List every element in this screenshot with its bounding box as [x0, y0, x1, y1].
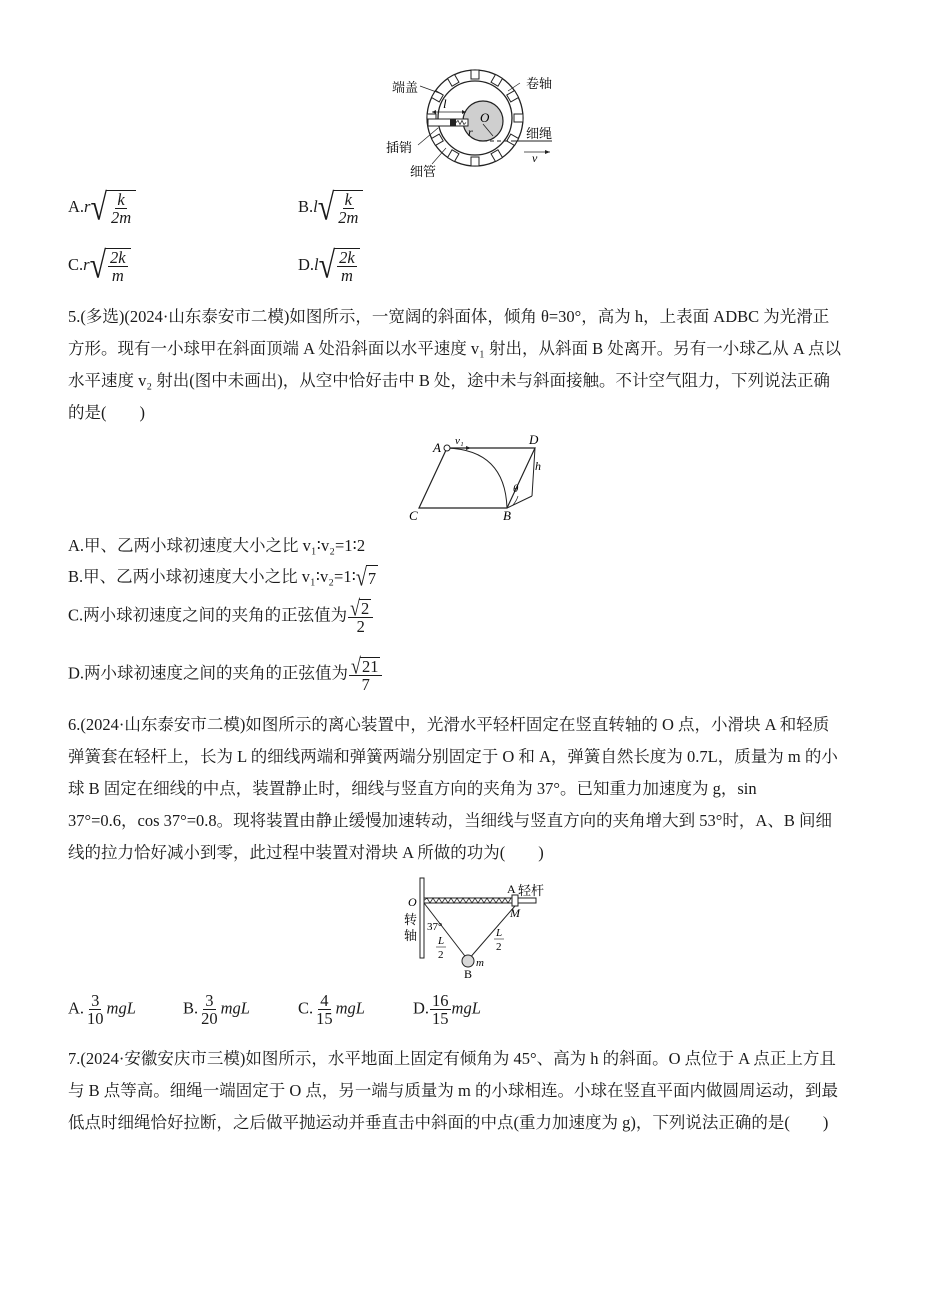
fig6-label-rod: 轻杆 — [518, 883, 545, 898]
q7-stem-line3: 低点时细绳恰好拉断，之后做平抛运动并垂直击中斜面的中点(重力加速度为 g)，下列说法正确的是( ) — [68, 1113, 829, 1132]
q5-stem-line4: 的是( ) — [68, 403, 145, 422]
fig4-label-rope: 细绳 — [526, 126, 553, 141]
q5-stem-line2: 方形。现有一小球甲在斜面顶端 A 处沿斜面以水平速度 v₁ 射出，从斜面 B 处离开。另有一小球乙从 A 点以 — [68, 339, 842, 358]
q5-option-c[interactable]: C.两小球初速度之间的夹角的正弦值为 √ 2 2 — [68, 598, 374, 636]
fig5-label-A: A — [433, 440, 441, 455]
q6-option-c[interactable]: C. $\frac{4}{15}$ mgL — [298, 991, 365, 1029]
q4-option-b[interactable]: B.l √ $\frac{k}{2m}$ — [298, 190, 363, 227]
fig6-label-two-right: 2 — [496, 941, 502, 953]
centrifuge-figure — [398, 874, 558, 984]
fig6-label-M: M — [510, 906, 520, 920]
fig6-label-L-left: L — [438, 935, 445, 947]
q6-option-d[interactable]: D. $\frac{16}{15}$ mgL — [413, 991, 481, 1029]
fig4-label-shaft: 卷轴 — [526, 76, 553, 91]
q5-stem-line1: 5.(多选)(2024·山东泰安市二模)如图所示，一宽阔的斜面体，倾角 θ=30°，高为 h，上表面 ADBC 为光滑正 — [68, 307, 830, 326]
q5-option-b[interactable]: B.甲、乙两小球初速度大小之比 v₁∶v₂=1∶ √ 7 — [68, 564, 377, 592]
q6-stem-line1: 6.(2024·山东泰安市二模)如图所示的离心装置中，光滑水平轻杆固定在竖直转轴的 O 点，小滑块 A 和轻质 — [68, 715, 830, 734]
q6-option-b[interactable]: B. $\frac{3}{20}$ mgL — [183, 991, 250, 1029]
fig6-label-axis2: 轴 — [404, 928, 418, 943]
q5-option-d[interactable]: D.两小球初速度之间的夹角的正弦值为 √ 21 7 — [68, 656, 383, 694]
fig6-label-O: O — [408, 895, 417, 909]
q6-stem-line4: 37°=0.6，cos 37°=0.8。现将装置由静止缓慢加速转动，当细线与竖直方向的夹角增大到 53°时，A、B 间细 — [68, 811, 832, 830]
q6-option-a[interactable]: A. $\frac{3}{10}$ mgL — [68, 991, 136, 1029]
q6-stem-line2: 弹簧套在轻杆上，长为 L 的细线两端和弹簧两端分别固定于 O 和 A，弹簧自然长度为 0.7L，质量为 m 的小 — [68, 747, 838, 766]
q6-stem-line5: 线的拉力恰好减小到零，此过程中装置对滑块 A 所做的功为( ) — [68, 843, 544, 862]
fig5-label-B: B — [503, 508, 511, 523]
q4-option-c[interactable]: C.r √ $\frac{2k}{m}$ — [68, 248, 131, 285]
fig5-label-v1: v₁ — [455, 435, 464, 447]
fig5-label-h: h — [535, 459, 541, 473]
q7-stem-line1: 7.(2024·安徽安庆市三模)如图所示，水平地面上固定有倾角为 45°、高为 h 的斜面。O 点位于 A 点正上方且 — [68, 1049, 836, 1068]
fig4-label-v: v — [532, 151, 538, 165]
fig4-label-pin: 插销 — [386, 140, 413, 155]
fig4-label-endcap: 端盖 — [392, 80, 419, 95]
spool-figure — [380, 66, 580, 182]
fig6-label-m: m — [476, 957, 484, 969]
fig5-label-C: C — [409, 508, 418, 523]
fig6-label-B: B — [464, 967, 473, 981]
q4-option-a[interactable]: A.r √ $\frac{k}{2m}$ — [68, 190, 136, 227]
fig4-label-O: O — [480, 110, 490, 125]
fig4-label-r: r — [468, 125, 473, 139]
fig6-label-angle: 37° — [427, 921, 443, 933]
q6-stem-line3: 球 B 固定在细线的中点，装置静止时，细线与竖直方向的夹角为 37°。已知重力加速度为 g，sin — [68, 779, 757, 798]
fig6-label-A: A — [507, 882, 516, 896]
q5-option-a[interactable]: A.甲、乙两小球初速度大小之比 v₁∶v₂=1∶2 — [68, 536, 366, 555]
fig5-label-D: D — [529, 432, 539, 447]
fig4-label-tube: 细管 — [410, 164, 437, 179]
incline-figure — [405, 430, 555, 524]
q4-option-d[interactable]: D.l √ $\frac{2k}{m}$ — [298, 248, 360, 285]
fig6-label-L-right: L — [496, 927, 503, 939]
q7-stem-line2: 与 B 点等高。细绳一端固定于 O 点，另一端与质量为 m 的小球相连。小球在竖直平面内做圆周运动，到最 — [68, 1081, 839, 1100]
q5-stem-line3: 水平速度 v₂ 射出(图中未画出)，从空中恰好击中 B 处，途中未与斜面接触。不计空气阻力，下列说法正确 — [68, 371, 830, 390]
fig4-label-l: l — [443, 96, 447, 111]
fig5-label-theta: θ — [513, 483, 519, 495]
fig6-label-two-left: 2 — [438, 949, 444, 961]
fig6-label-axis1: 转 — [404, 912, 418, 927]
